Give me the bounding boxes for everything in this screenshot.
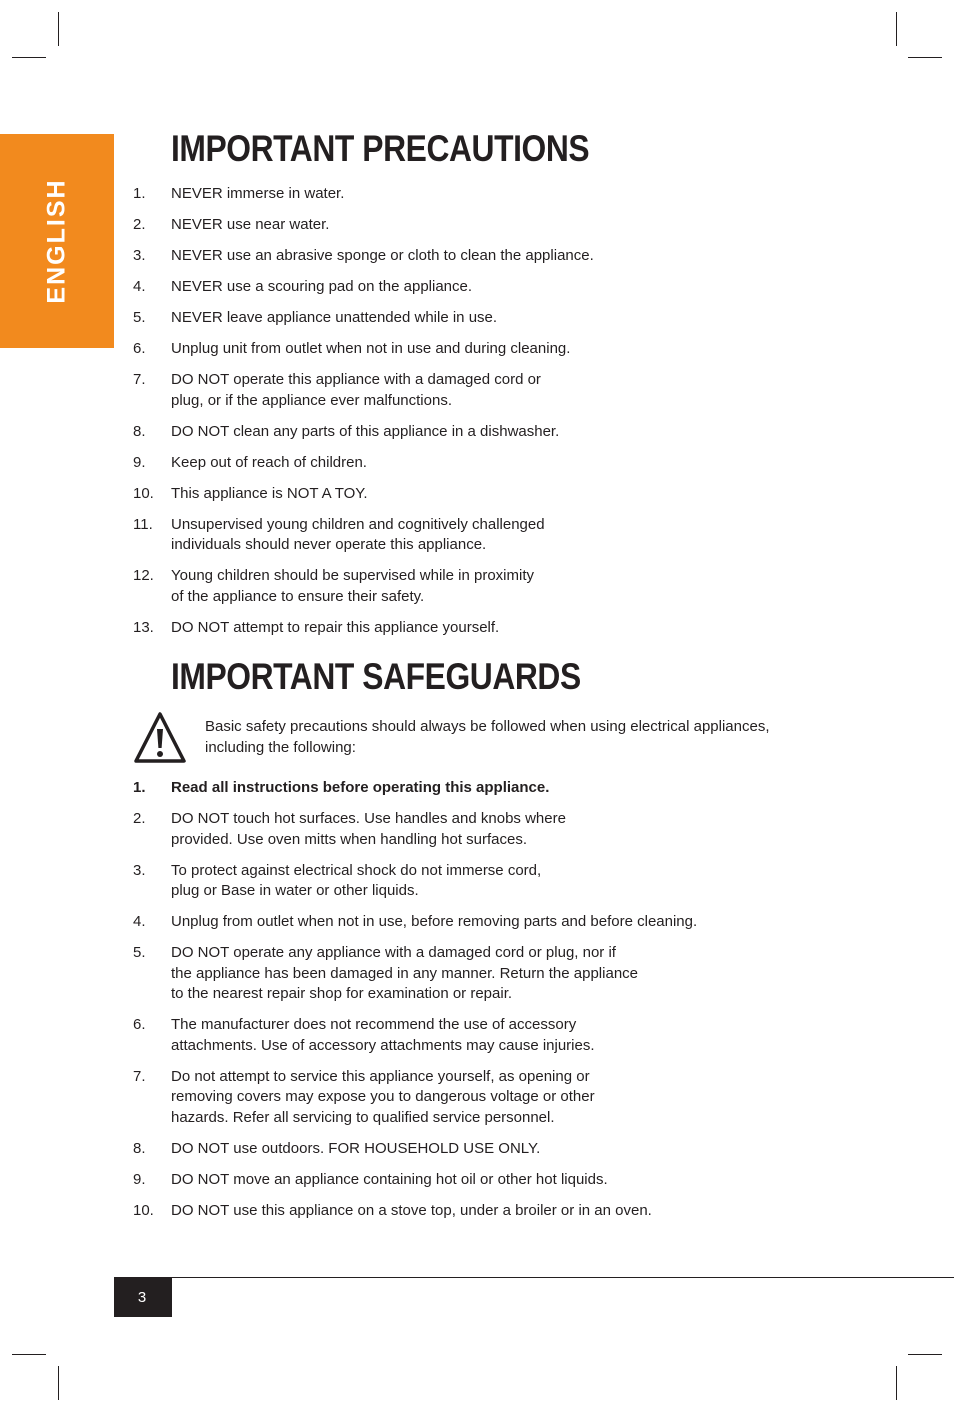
precaution-item-text: NEVER leave appliance unattended while in use.: [171, 309, 498, 326]
safeguard-item: [133, 1201, 697, 1222]
precaution-item: [133, 370, 594, 411]
language-tab-label: ENGLISH: [42, 178, 71, 304]
precaution-item-text: NEVER immerse in water.: [171, 185, 345, 202]
safeguards-list: [133, 778, 697, 1232]
crop-mark: [908, 1354, 942, 1355]
safeguard-item-number: 9.: [133, 1170, 146, 1188]
crop-mark: [58, 12, 59, 46]
precaution-item: [133, 215, 594, 236]
precaution-item-number: 6.: [133, 340, 146, 357]
warning-triangle-icon: [133, 711, 187, 765]
safeguard-item-text: DO NOT move an appliance containing hot oil or other hot liquids.: [171, 1170, 608, 1188]
precautions-list: [133, 184, 594, 649]
precaution-item-number: 9.: [133, 453, 146, 471]
safeguard-item-number: 7.: [133, 1067, 146, 1085]
safeguard-item-number: 2.: [133, 810, 146, 827]
precaution-item-number: 5.: [133, 309, 146, 326]
precaution-item-number: 7.: [133, 371, 146, 388]
precaution-item-number: 4.: [133, 278, 146, 295]
language-tab: [0, 134, 114, 348]
crop-mark: [12, 57, 46, 58]
precaution-item: [133, 484, 594, 505]
safeguard-item: [133, 1170, 697, 1191]
precaution-item-text: Young children should be supervised while in proximity of the appliance to ensure their safety.: [171, 567, 534, 605]
safeguard-item: [133, 912, 697, 933]
safeguard-item-text: DO NOT touch hot surfaces. Use handles and knobs where provided. Use oven mitts when handling hot surfaces.: [171, 810, 566, 848]
precaution-item: [133, 515, 594, 556]
precaution-item: [133, 308, 594, 329]
crop-mark: [12, 1354, 46, 1355]
precaution-item: [133, 339, 594, 360]
safeguard-item: [133, 1139, 697, 1160]
safeguard-item: [133, 778, 697, 799]
precaution-item-number: 11.: [133, 515, 153, 533]
precaution-item-number: 8.: [133, 422, 146, 440]
precaution-item-number: 12.: [133, 567, 154, 584]
page-number-box: [114, 1278, 172, 1317]
crop-mark: [58, 1366, 59, 1400]
precaution-item: [133, 566, 594, 607]
safeguard-item-text: DO NOT use outdoors. FOR HOUSEHOLD USE ONLY.: [171, 1139, 541, 1157]
safeguard-item: [133, 809, 697, 850]
page-number: 3: [137, 1289, 147, 1306]
precaution-item-number: 2.: [133, 216, 146, 233]
precaution-item-text: DO NOT attempt to repair this appliance yourself.: [171, 618, 500, 636]
safeguard-item-number: 3.: [133, 861, 146, 879]
precaution-item-text: Keep out of reach of children.: [171, 453, 367, 471]
crop-mark: [908, 57, 942, 58]
safeguard-item-text: DO NOT operate any appliance with a damaged cord or plug, nor if the appliance has been damaged in any manner. Return the appliance to the nearest repair shop for examination or repair.: [171, 944, 638, 1002]
precaution-item: [133, 618, 594, 639]
precaution-item: [133, 422, 594, 443]
precaution-item-text: DO NOT clean any parts of this appliance in a dishwasher.: [171, 422, 560, 440]
crop-mark: [896, 1366, 897, 1400]
safeguard-item: [133, 1015, 697, 1056]
safeguard-item-text: Do not attempt to service this appliance yourself, as opening or removing covers may expose you to dangerous voltage or other hazards. Refer all servicing to qualified service personnel.: [171, 1067, 595, 1126]
safeguard-item-number: 10.: [133, 1201, 154, 1219]
safeguard-item-text: To protect against electrical shock do not immerse cord, plug or Base in water or other liquids.: [171, 861, 542, 899]
precaution-item-number: 3.: [133, 247, 146, 264]
precaution-item: [133, 277, 594, 298]
precaution-item-text: Unplug unit from outlet when not in use and during cleaning.: [171, 340, 571, 357]
safeguards-intro: Basic safety precautions should always be followed when using electrical appliances, including the following:: [205, 718, 770, 756]
safeguard-item-number: 4.: [133, 913, 146, 930]
safeguard-item-number: 5.: [133, 944, 146, 961]
precaution-item-text: NEVER use a scouring pad on the appliance.: [171, 278, 473, 295]
precaution-item: [133, 184, 594, 205]
safeguard-item: [133, 943, 697, 1005]
safeguard-item: [133, 861, 697, 902]
safeguard-item-text: Unplug from outlet when not in use, before removing parts and before cleaning.: [171, 913, 698, 930]
precaution-item-text: This appliance is NOT A TOY.: [171, 484, 368, 502]
safeguard-item-number: 6.: [133, 1016, 146, 1033]
precaution-item-text: DO NOT operate this appliance with a damaged cord or plug, or if the appliance ever malfunctions.: [171, 371, 541, 409]
safeguard-item-text: The manufacturer does not recommend the use of accessory attachments. Use of accessory attachments may cause injuries.: [171, 1016, 595, 1054]
safeguard-item-text: Read all instructions before operating this appliance.: [171, 779, 550, 796]
safeguard-item-text: DO NOT use this appliance on a stove top, under a broiler or in an oven.: [171, 1201, 652, 1219]
safeguard-item-number: 8.: [133, 1139, 146, 1157]
precaution-item: [133, 453, 594, 474]
crop-mark: [896, 12, 897, 46]
safeguard-item: [133, 1067, 697, 1129]
footer-rule: [114, 1277, 954, 1278]
precaution-item-text: Unsupervised young children and cognitively challenged individuals should never operate this appliance.: [171, 515, 545, 553]
precaution-item-number: 1.: [133, 185, 146, 202]
precaution-item: [133, 246, 594, 267]
precaution-item-text: NEVER use an abrasive sponge or cloth to clean the appliance.: [171, 247, 594, 264]
precaution-item-number: 10.: [133, 484, 154, 502]
precaution-item-number: 13.: [133, 618, 154, 636]
safeguard-item-number: 1.: [133, 779, 146, 796]
precautions-title: IMPORTANT PRECAUTIONS: [171, 128, 590, 169]
precaution-item-text: NEVER use near water.: [171, 216, 330, 233]
safeguards-title: IMPORTANT SAFEGUARDS: [171, 656, 581, 697]
